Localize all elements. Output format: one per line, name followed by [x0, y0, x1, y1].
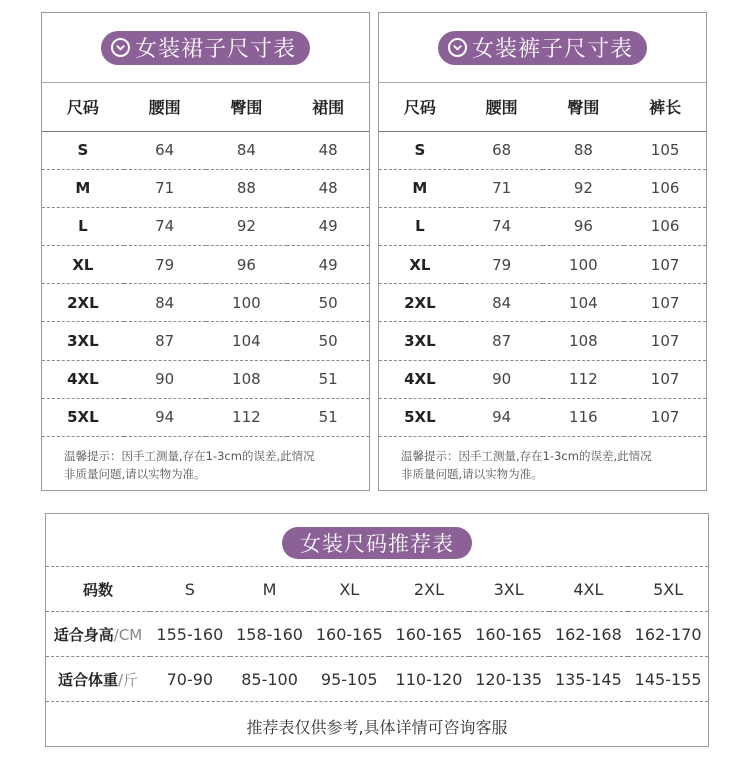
measurement-cell: 96 — [206, 246, 288, 284]
column-header: 臀围 — [543, 83, 625, 131]
value-cell: 2XL — [389, 567, 469, 612]
size-cell: S — [379, 131, 461, 169]
measurement-cell: 107 — [624, 246, 706, 284]
value-cell: 162-168 — [549, 612, 629, 657]
value-cell: 160-165 — [469, 612, 549, 657]
table-row — [42, 169, 369, 207]
size-cell: XL — [379, 246, 461, 284]
value-cell: 160-165 — [309, 612, 389, 657]
pants-size-table — [379, 83, 706, 437]
column-header: 裙围 — [287, 83, 369, 131]
column-header: 臀围 — [206, 83, 288, 131]
value-cell: 135-145 — [549, 657, 629, 702]
measurement-cell: 108 — [543, 322, 625, 360]
measurement-cell: 50 — [287, 322, 369, 360]
size-cell: 5XL — [379, 398, 461, 436]
chevron-circle-down-icon — [448, 38, 467, 57]
measurement-cell: 107 — [624, 398, 706, 436]
measurement-cell: 107 — [624, 284, 706, 322]
measurement-cell: 92 — [206, 207, 288, 245]
measurement-cell: 90 — [461, 360, 543, 398]
value-cell: 155-160 — [150, 612, 230, 657]
note-line: 温馨提示：因手工测量,存在1-3cm的误差,此情况 — [401, 449, 652, 463]
measurement-cell: 50 — [287, 284, 369, 322]
size-cell: 4XL — [379, 360, 461, 398]
table-row — [379, 246, 706, 284]
weight-row — [46, 657, 708, 702]
measurement-cell: 49 — [287, 246, 369, 284]
value-cell: XL — [309, 567, 389, 612]
measurement-cell: 105 — [624, 131, 706, 169]
size-recommendation-panel — [45, 513, 709, 747]
skirt-title-badge — [101, 31, 310, 65]
row-label — [46, 567, 150, 612]
value-cell: 3XL — [469, 567, 549, 612]
measurement-cell: 88 — [543, 131, 625, 169]
skirt-size-table — [42, 83, 369, 437]
size-row — [46, 567, 708, 612]
measurement-cell: 48 — [287, 169, 369, 207]
row-label — [46, 657, 150, 702]
measurement-cell: 104 — [543, 284, 625, 322]
table-header-row — [42, 83, 369, 131]
measurement-cell: 51 — [287, 398, 369, 436]
measurement-cell: 74 — [461, 207, 543, 245]
table-row — [379, 398, 706, 436]
table-row — [42, 131, 369, 169]
measurement-cell: 104 — [206, 322, 288, 360]
value-cell: 110-120 — [389, 657, 469, 702]
measurement-cell: 71 — [124, 169, 206, 207]
table-row — [42, 246, 369, 284]
pants-title-row — [379, 13, 706, 83]
value-cell: 85-100 — [230, 657, 310, 702]
measurement-cell: 87 — [461, 322, 543, 360]
pants-size-panel — [378, 12, 707, 491]
measurement-cell: 116 — [543, 398, 625, 436]
value-cell: 162-170 — [628, 612, 708, 657]
table-row — [42, 398, 369, 436]
table-row — [42, 284, 369, 322]
size-cell: 3XL — [379, 322, 461, 360]
value-cell: 95-105 — [309, 657, 389, 702]
skirt-title-row — [42, 13, 369, 83]
size-cell: 3XL — [42, 322, 124, 360]
measurement-cell: 100 — [206, 284, 288, 322]
table-row — [42, 360, 369, 398]
row-label — [46, 612, 150, 657]
measurement-cell: 87 — [124, 322, 206, 360]
table-row — [379, 360, 706, 398]
pants-note — [379, 437, 706, 483]
measurement-cell: 79 — [461, 246, 543, 284]
row-label-unit: /CM — [113, 625, 143, 644]
value-cell: M — [230, 567, 310, 612]
measurement-cell: 96 — [543, 207, 625, 245]
size-cell: XL — [42, 246, 124, 284]
measurement-cell: 112 — [543, 360, 625, 398]
measurement-cell: 88 — [206, 169, 288, 207]
note-line: 非质量问题,请以实物为准。 — [401, 467, 543, 481]
row-label-text: 适合身高 — [53, 625, 114, 644]
measurement-cell: 112 — [206, 398, 288, 436]
size-cell: M — [379, 169, 461, 207]
table-row — [379, 322, 706, 360]
rec-title-badge — [282, 527, 472, 559]
measurement-cell: 64 — [124, 131, 206, 169]
skirt-note — [42, 437, 369, 483]
measurement-cell: 92 — [543, 169, 625, 207]
measurement-cell: 84 — [124, 284, 206, 322]
rec-footer-note: 推荐表仅供参考,具体详情可咨询客服 — [246, 718, 508, 737]
skirt-size-panel — [41, 12, 370, 491]
table-row — [379, 207, 706, 245]
value-cell: 120-135 — [469, 657, 549, 702]
measurement-cell: 90 — [124, 360, 206, 398]
value-cell: 158-160 — [230, 612, 310, 657]
size-cell: 2XL — [379, 284, 461, 322]
row-label-text: 适合体重 — [57, 670, 118, 689]
value-cell: 5XL — [628, 567, 708, 612]
row-label-text: 码数 — [82, 580, 113, 599]
measurement-cell: 107 — [624, 322, 706, 360]
size-cell: 5XL — [42, 398, 124, 436]
column-header: 腰围 — [124, 83, 206, 131]
measurement-cell: 94 — [124, 398, 206, 436]
pants-title: 女装裤子尺寸表 — [471, 37, 633, 62]
measurement-cell: 49 — [287, 207, 369, 245]
table-row — [379, 169, 706, 207]
size-cell: L — [42, 207, 124, 245]
measurement-cell: 84 — [206, 131, 288, 169]
column-header: 腰围 — [461, 83, 543, 131]
size-cell: 2XL — [42, 284, 124, 322]
measurement-cell: 107 — [624, 360, 706, 398]
size-recommendation-table — [46, 566, 708, 702]
row-label-unit: /斤 — [117, 670, 139, 689]
measurement-cell: 48 — [287, 131, 369, 169]
value-cell: 145-155 — [628, 657, 708, 702]
size-cell: S — [42, 131, 124, 169]
rec-title-row — [46, 514, 708, 566]
table-row — [42, 322, 369, 360]
measurement-cell: 51 — [287, 360, 369, 398]
measurement-cell: 68 — [461, 131, 543, 169]
size-cell: L — [379, 207, 461, 245]
measurement-cell: 108 — [206, 360, 288, 398]
column-header: 裤长 — [624, 83, 706, 131]
skirt-title: 女装裙子尺寸表 — [134, 37, 296, 62]
value-cell: 4XL — [549, 567, 629, 612]
column-header: 尺码 — [379, 83, 461, 131]
chevron-circle-down-icon — [111, 38, 130, 57]
value-cell: 70-90 — [150, 657, 230, 702]
measurement-cell: 84 — [461, 284, 543, 322]
note-line: 温馨提示：因手工测量,存在1-3cm的误差,此情况 — [64, 449, 315, 463]
pants-title-badge — [438, 31, 647, 65]
measurement-cell: 71 — [461, 169, 543, 207]
measurement-cell: 100 — [543, 246, 625, 284]
measurement-cell: 106 — [624, 207, 706, 245]
measurement-cell: 94 — [461, 398, 543, 436]
value-cell: 160-165 — [389, 612, 469, 657]
note-line: 非质量问题,请以实物为准。 — [64, 467, 206, 481]
table-header-row — [379, 83, 706, 131]
rec-title: 女装尺码推荐表 — [300, 532, 454, 556]
column-header: 尺码 — [42, 83, 124, 131]
table-row — [379, 284, 706, 322]
measurement-cell: 106 — [624, 169, 706, 207]
value-cell: S — [150, 567, 230, 612]
table-row — [42, 207, 369, 245]
height-row — [46, 612, 708, 657]
size-cell: 4XL — [42, 360, 124, 398]
measurement-cell: 79 — [124, 246, 206, 284]
measurement-cell: 74 — [124, 207, 206, 245]
size-cell: M — [42, 169, 124, 207]
table-row — [379, 131, 706, 169]
